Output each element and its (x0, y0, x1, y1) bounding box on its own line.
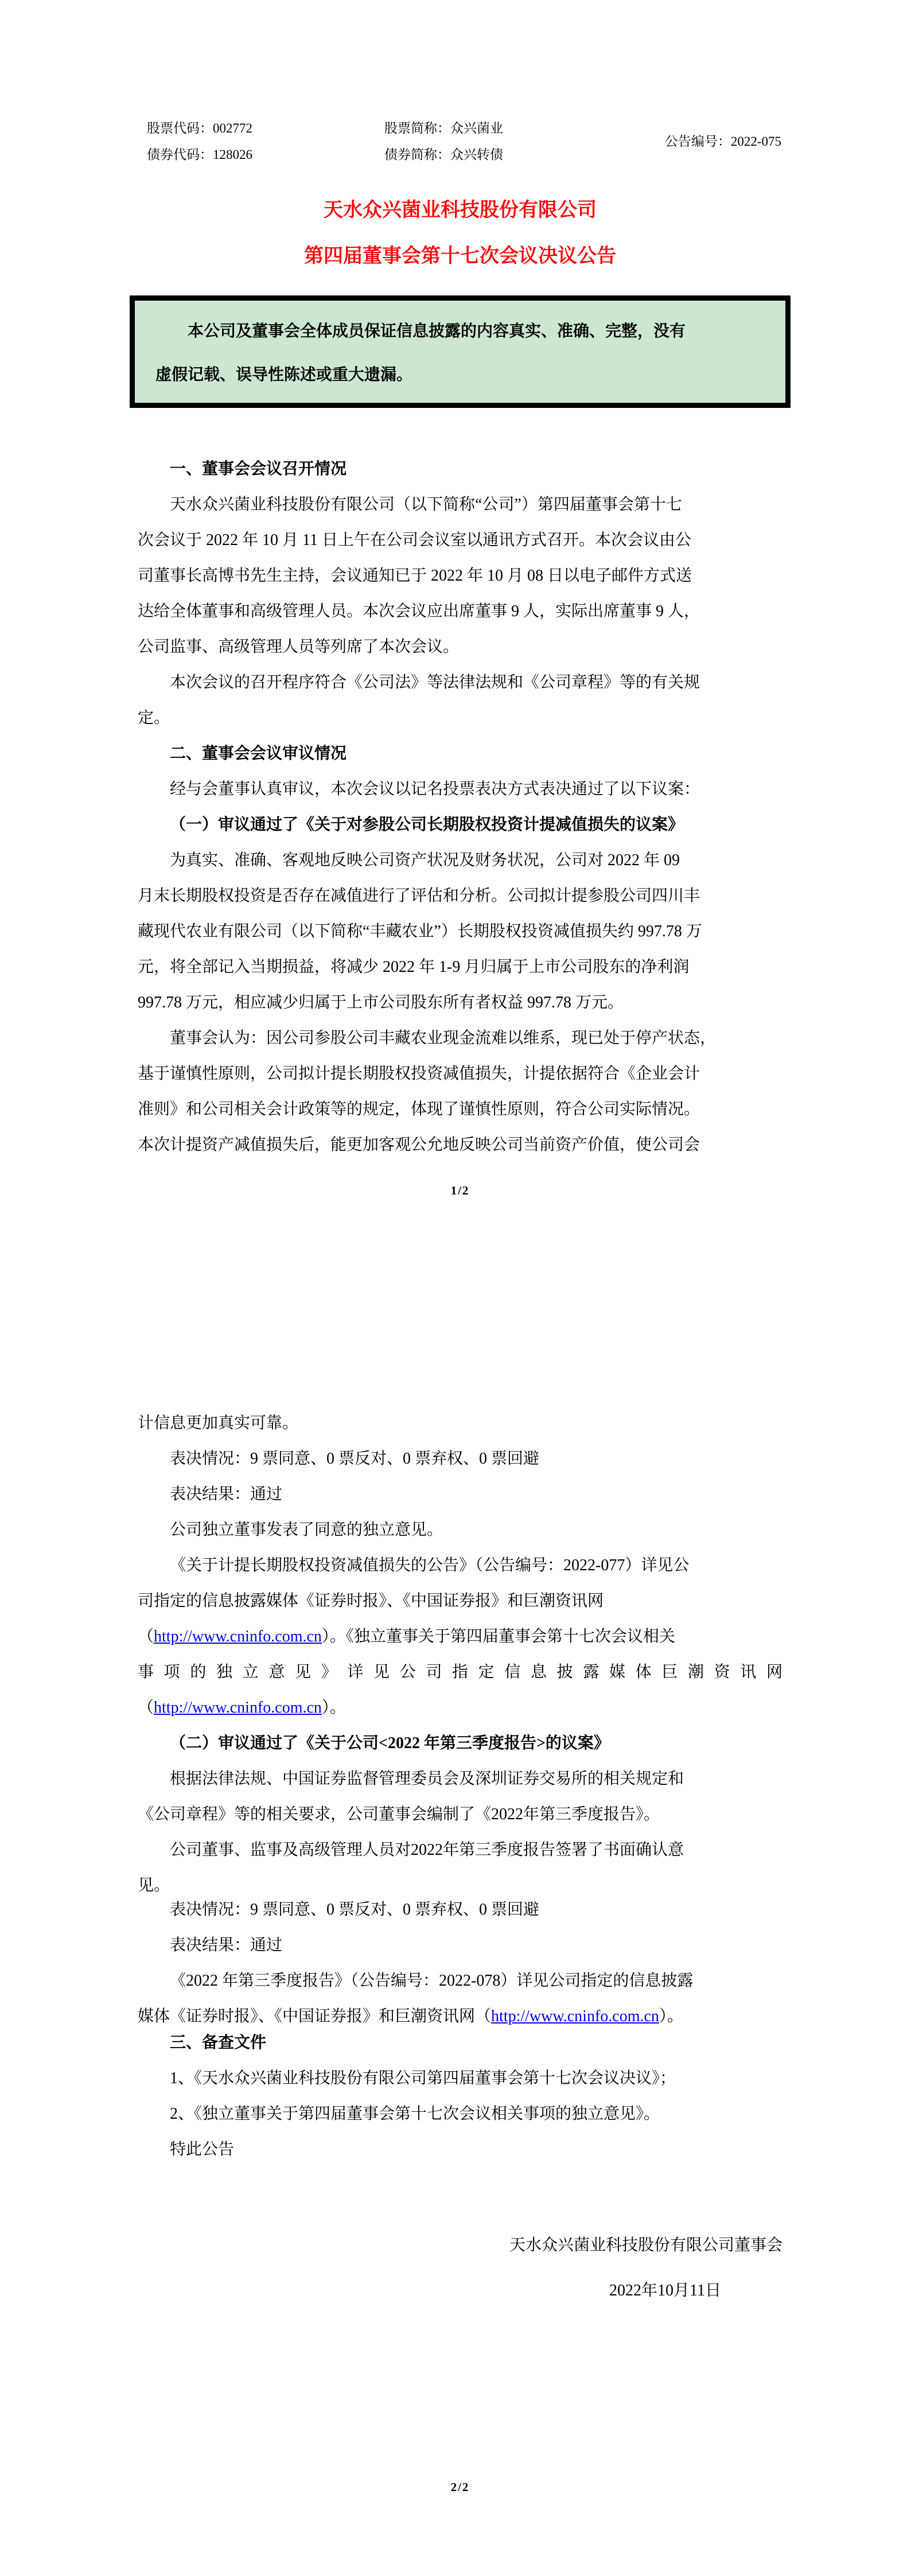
closing-line: 特此公告 (170, 2141, 235, 2158)
text-segment: ）。 (659, 2007, 683, 2025)
paragraph-line: 基于谨慎性原则，公司拟计提长期股权投资减值损失，计提依据符合《企业会计 (138, 1065, 700, 1083)
announcement-title: 第四届董事会第十七次会议决议公告 (304, 246, 616, 267)
stock-name: 股票简称：众兴菌业 (384, 121, 503, 135)
paragraph-line (138, 1690, 782, 1726)
vote-result-line: 表决结果：通过 (170, 1485, 283, 1503)
vote-status-line: 表决情况：9 票同意、0 票反对、0 票弃权、0 票回避 (170, 1901, 540, 1919)
document-header (138, 115, 782, 168)
paragraph-line: 元，将全部记入当期损益，将减少 2022 年 1-9 月归属于上市公司股东的净利润 (138, 958, 690, 976)
section-heading-2: 二、董事会会议审议情况 (170, 745, 347, 762)
notice-line: 本公司及董事会全体成员保证信息披露的内容真实、准确、完整，没有 (188, 322, 686, 340)
bond-name: 债券简称：众兴转债 (384, 147, 503, 162)
paragraph-line: 藏现代农业有限公司（以下简称“丰藏农业”）长期股权投资减值损失约 997.78 万 (138, 923, 702, 940)
paragraph-line: 公司独立董事发表了同意的独立意见。 (170, 1521, 443, 1539)
paragraph-line: 事项的独立意见》详见公司指定信息披露媒体巨潮资讯网 (138, 1663, 782, 1681)
item-1-heading: （一）审议通过了《关于对参股公司长期股权投资计提减值损失的议案》 (170, 816, 684, 834)
vote-result-line: 表决结果：通过 (170, 1936, 283, 1954)
disclosure-notice-box (130, 295, 791, 408)
signature-date: 2022年10月11日 (609, 2282, 721, 2299)
cninfo-link[interactable]: http://www.cninfo.com.cn (491, 2007, 659, 2025)
paragraph-line: 董事会认为：因公司参股公司丰藏农业现金流难以维系，现已处于停产状态， (170, 1029, 717, 1047)
paragraph-line: 见。 (138, 1877, 170, 1894)
item-2-heading: （二）审议通过了《关于公司<2022 年第三季度报告>的议案》 (170, 1734, 610, 1752)
paragraph-line: 司董事长高博书先生主持，会议通知已于 2022 年 10 月 08 日以电子邮件方式送 (138, 567, 692, 585)
paragraph-line: 月末长期股权投资是否存在减值进行了评估和分析。公司拟计提参股公司四川丰 (138, 887, 700, 905)
paragraph-line: 公司董事、监事及高级管理人员对2022年第三季度报告签署了书面确认意 (170, 1841, 684, 1859)
paragraph-line: 达给全体董事和高级管理人员。本次会议应出席董事 9 人，实际出席董事 9 人， (138, 602, 700, 620)
paragraph-line: 本次计提资产减值损失后，能更加客观公允地反映公司当前资产价值，使公司会 (138, 1136, 700, 1154)
text-segment: （ (138, 1699, 154, 1717)
text-segment: ）。《独立董事关于第四届董事会第十七次会议相关 (321, 1628, 675, 1645)
cninfo-link[interactable]: http://www.cninfo.com.cn (154, 1628, 322, 1645)
text-segment: 媒体《证券时报》、《中国证券报》和巨潮资讯网（ (138, 2007, 492, 2025)
announcement-number: 公告编号：2022-075 (664, 134, 781, 149)
paragraph-line: 计信息更加真实可靠。 (138, 1414, 299, 1432)
paragraph-line: 《关于计提长期股权投资减值损失的公告》（公告编号：2022-077）详见公 (170, 1557, 690, 1574)
paragraph-line: 公司监事、高级管理人员等列席了本次会议。 (138, 638, 460, 656)
header-codes-column (138, 115, 384, 168)
paragraph-line: 次会议于 2022 年 10 月 11 日上午在公司会议室以通讯方式召开。本次会议由公 (138, 531, 691, 549)
paragraph-line: 经与会董事认真审议，本次会议以记名投票表决方式表决通过了以下议案： (170, 780, 700, 798)
paragraph-line: 本次会议的召开程序符合《公司法》等法律法规和《公司章程》等的有关规 (170, 674, 700, 691)
text-segment: ）。 (321, 1699, 346, 1717)
document-list-item: 2、《独立董事关于第四届董事会第十七次会议相关事项的独立意见》。 (170, 2105, 660, 2123)
paragraph-line: 司指定的信息披露媒体《证券时报》、《中国证券报》和巨潮资讯网 (138, 1592, 604, 1610)
text-segment: （ (138, 1628, 154, 1645)
bond-code: 债券代码：128026 (147, 147, 252, 162)
page-number-2: 2/2 (450, 2480, 470, 2494)
vote-status-line: 表决情况：9 票同意、0 票反对、0 票弃权、0 票回避 (170, 1450, 540, 1468)
paragraph-line (138, 1619, 782, 1655)
paragraph-line: 《公司章程》等的相关要求，公司董事会编制了《2022年第三季度报告》。 (138, 1805, 660, 1823)
cninfo-link[interactable]: http://www.cninfo.com.cn (154, 1699, 322, 1717)
paragraph-line: 准则》和公司相关会计政策等的规定，体现了谨慎性原则，符合公司实际情况。 (138, 1100, 700, 1118)
page-number-1: 1/2 (450, 1184, 470, 1197)
paragraph-line: 天水众兴菌业科技股份有限公司（以下简称“公司”）第四届董事会第十七 (170, 496, 682, 513)
paragraph-line: 《2022 年第三季度报告》（公告编号：2022-078）详见公司指定的信息披露 (170, 1972, 694, 1990)
paragraph-line: 997.78 万元，相应减少归属于上市公司股东所有者权益 997.78 万元。 (138, 994, 624, 1011)
paragraph-line: 定。 (138, 709, 170, 727)
document-list-item: 1、《天水众兴菌业科技股份有限公司第四届董事会第十七次会议决议》； (170, 2069, 676, 2087)
section-heading-3: 三、备查文件 (170, 2034, 267, 2052)
company-title: 天水众兴菌业科技股份有限公司 (324, 200, 597, 221)
stock-code: 股票代码：002772 (147, 121, 252, 135)
section-heading-1: 一、董事会会议召开情况 (170, 460, 347, 478)
header-names-column (384, 115, 633, 168)
paragraph-line: 根据法律法规、中国证券监督管理委员会及深圳证券交易所的相关规定和 (170, 1770, 684, 1788)
signature-company: 天水众兴菌业科技股份有限公司董事会 (509, 2236, 782, 2254)
notice-line: 虚假记载、误导性陈述或重大遗漏。 (155, 366, 413, 384)
paragraph-line: 为真实、准确、客观地反映公司资产状况及财务状况，公司对 2022 年 09 (170, 851, 680, 869)
